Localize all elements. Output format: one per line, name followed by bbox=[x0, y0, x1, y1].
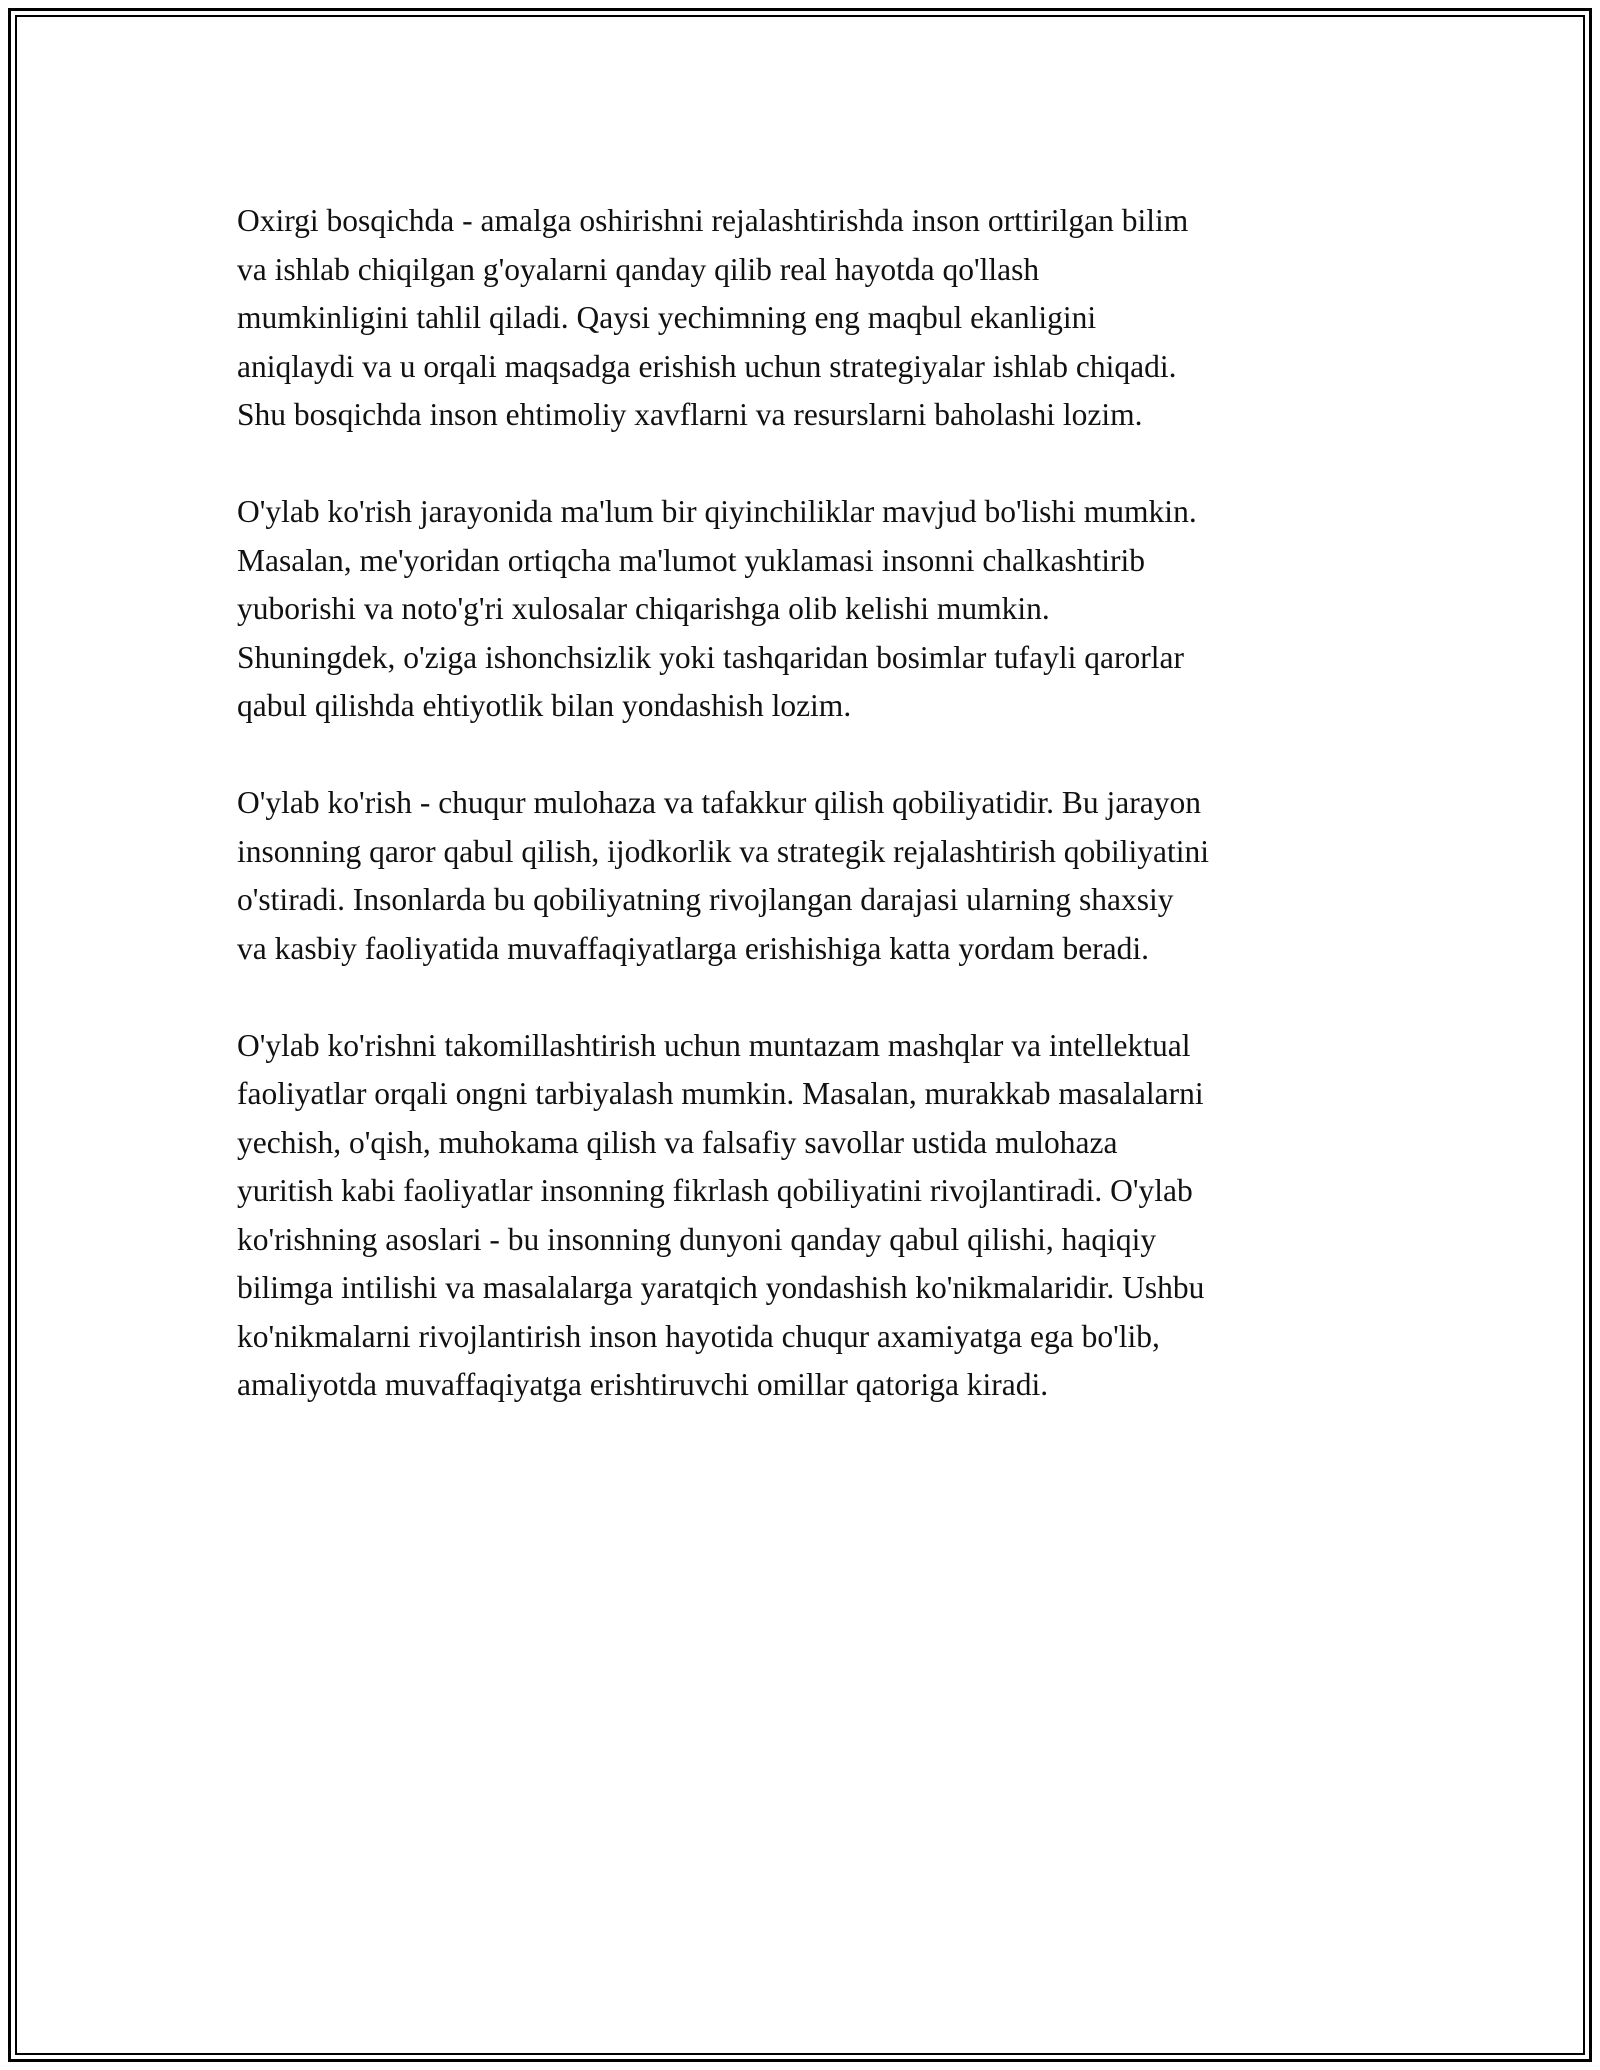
page-border bbox=[8, 8, 1592, 2062]
document-body bbox=[237, 197, 1397, 1458]
paragraph-4: O'ylab ko'rishni takomillashtirish uchun muntazam mashqlar va intellektual faoliyatlar orqali ongni tarbiyalash mumkin. Masalan, murakkab masalalarni yechish, o'qish, muhokama qilish va falsafiy savollar ustida mulohaza yuritish kabi faoliyatlar insonning fikrlash qobiliyatini rivojlantiradi. O'ylab ko'rishning asoslari - bu insonning dunyoni qanday qabul qilishi, haqiqiy bilimga intilishi va masalalarga yaratqich yondashish ko'nikmalaridir. Ushbu ko'nikmalarni rivojlantirish inson hayotida chuqur axamiyatga ega bo'lib, amaliyotda muvaffaqiyatga erishtiruvchi omillar qatoriga kiradi. bbox=[237, 1027, 1205, 1402]
paragraph-3: O'ylab ko'rish - chuqur mulohaza va tafakkur qilish qobiliyatidir. Bu jarayon insonning qaror qabul qilish, ijodkorlik va strategik rejalashtirish qobiliyatini o'stiradi. Insonlarda bu qobiliyatning rivojlangan darajasi ularning shaxsiy va kasbiy faoliyatida muvaffaqiyatlarga erishishiga katta yordam beradi. bbox=[237, 785, 1209, 966]
paragraph-1: Oxirgi bosqichda - amalga oshirishni rejalashtirishda inson orttirilgan bilim va ishlab chiqilgan g'oyalarni qanday qilib real hayotda qo'llash mumkinligini tahlil qiladi. Qaysi yechimning eng maqbul ekanligini aniqlaydi va u orqali maqsadga erishish uchun strategiyalar ishlab chiqadi. Shu bosqichda inson ehtimoliy xavflarni va resurslarni baholashi lozim. bbox=[237, 203, 1189, 432]
paragraph-2: O'ylab ko'rish jarayonida ma'lum bir qiyinchiliklar mavjud bo'lishi mumkin. Masalan, me'yoridan ortiqcha ma'lumot yuklamasi insonni chalkashtirib yuborishi va noto'g'ri xulosalar chiqarishga olib kelishi mumkin. Shuningdek, o'ziga ishonchsizlik yoki tashqaridan bosimlar tufayli qarorlar qabul qilishda ehtiyotlik bilan yondashish lozim. bbox=[237, 494, 1197, 723]
